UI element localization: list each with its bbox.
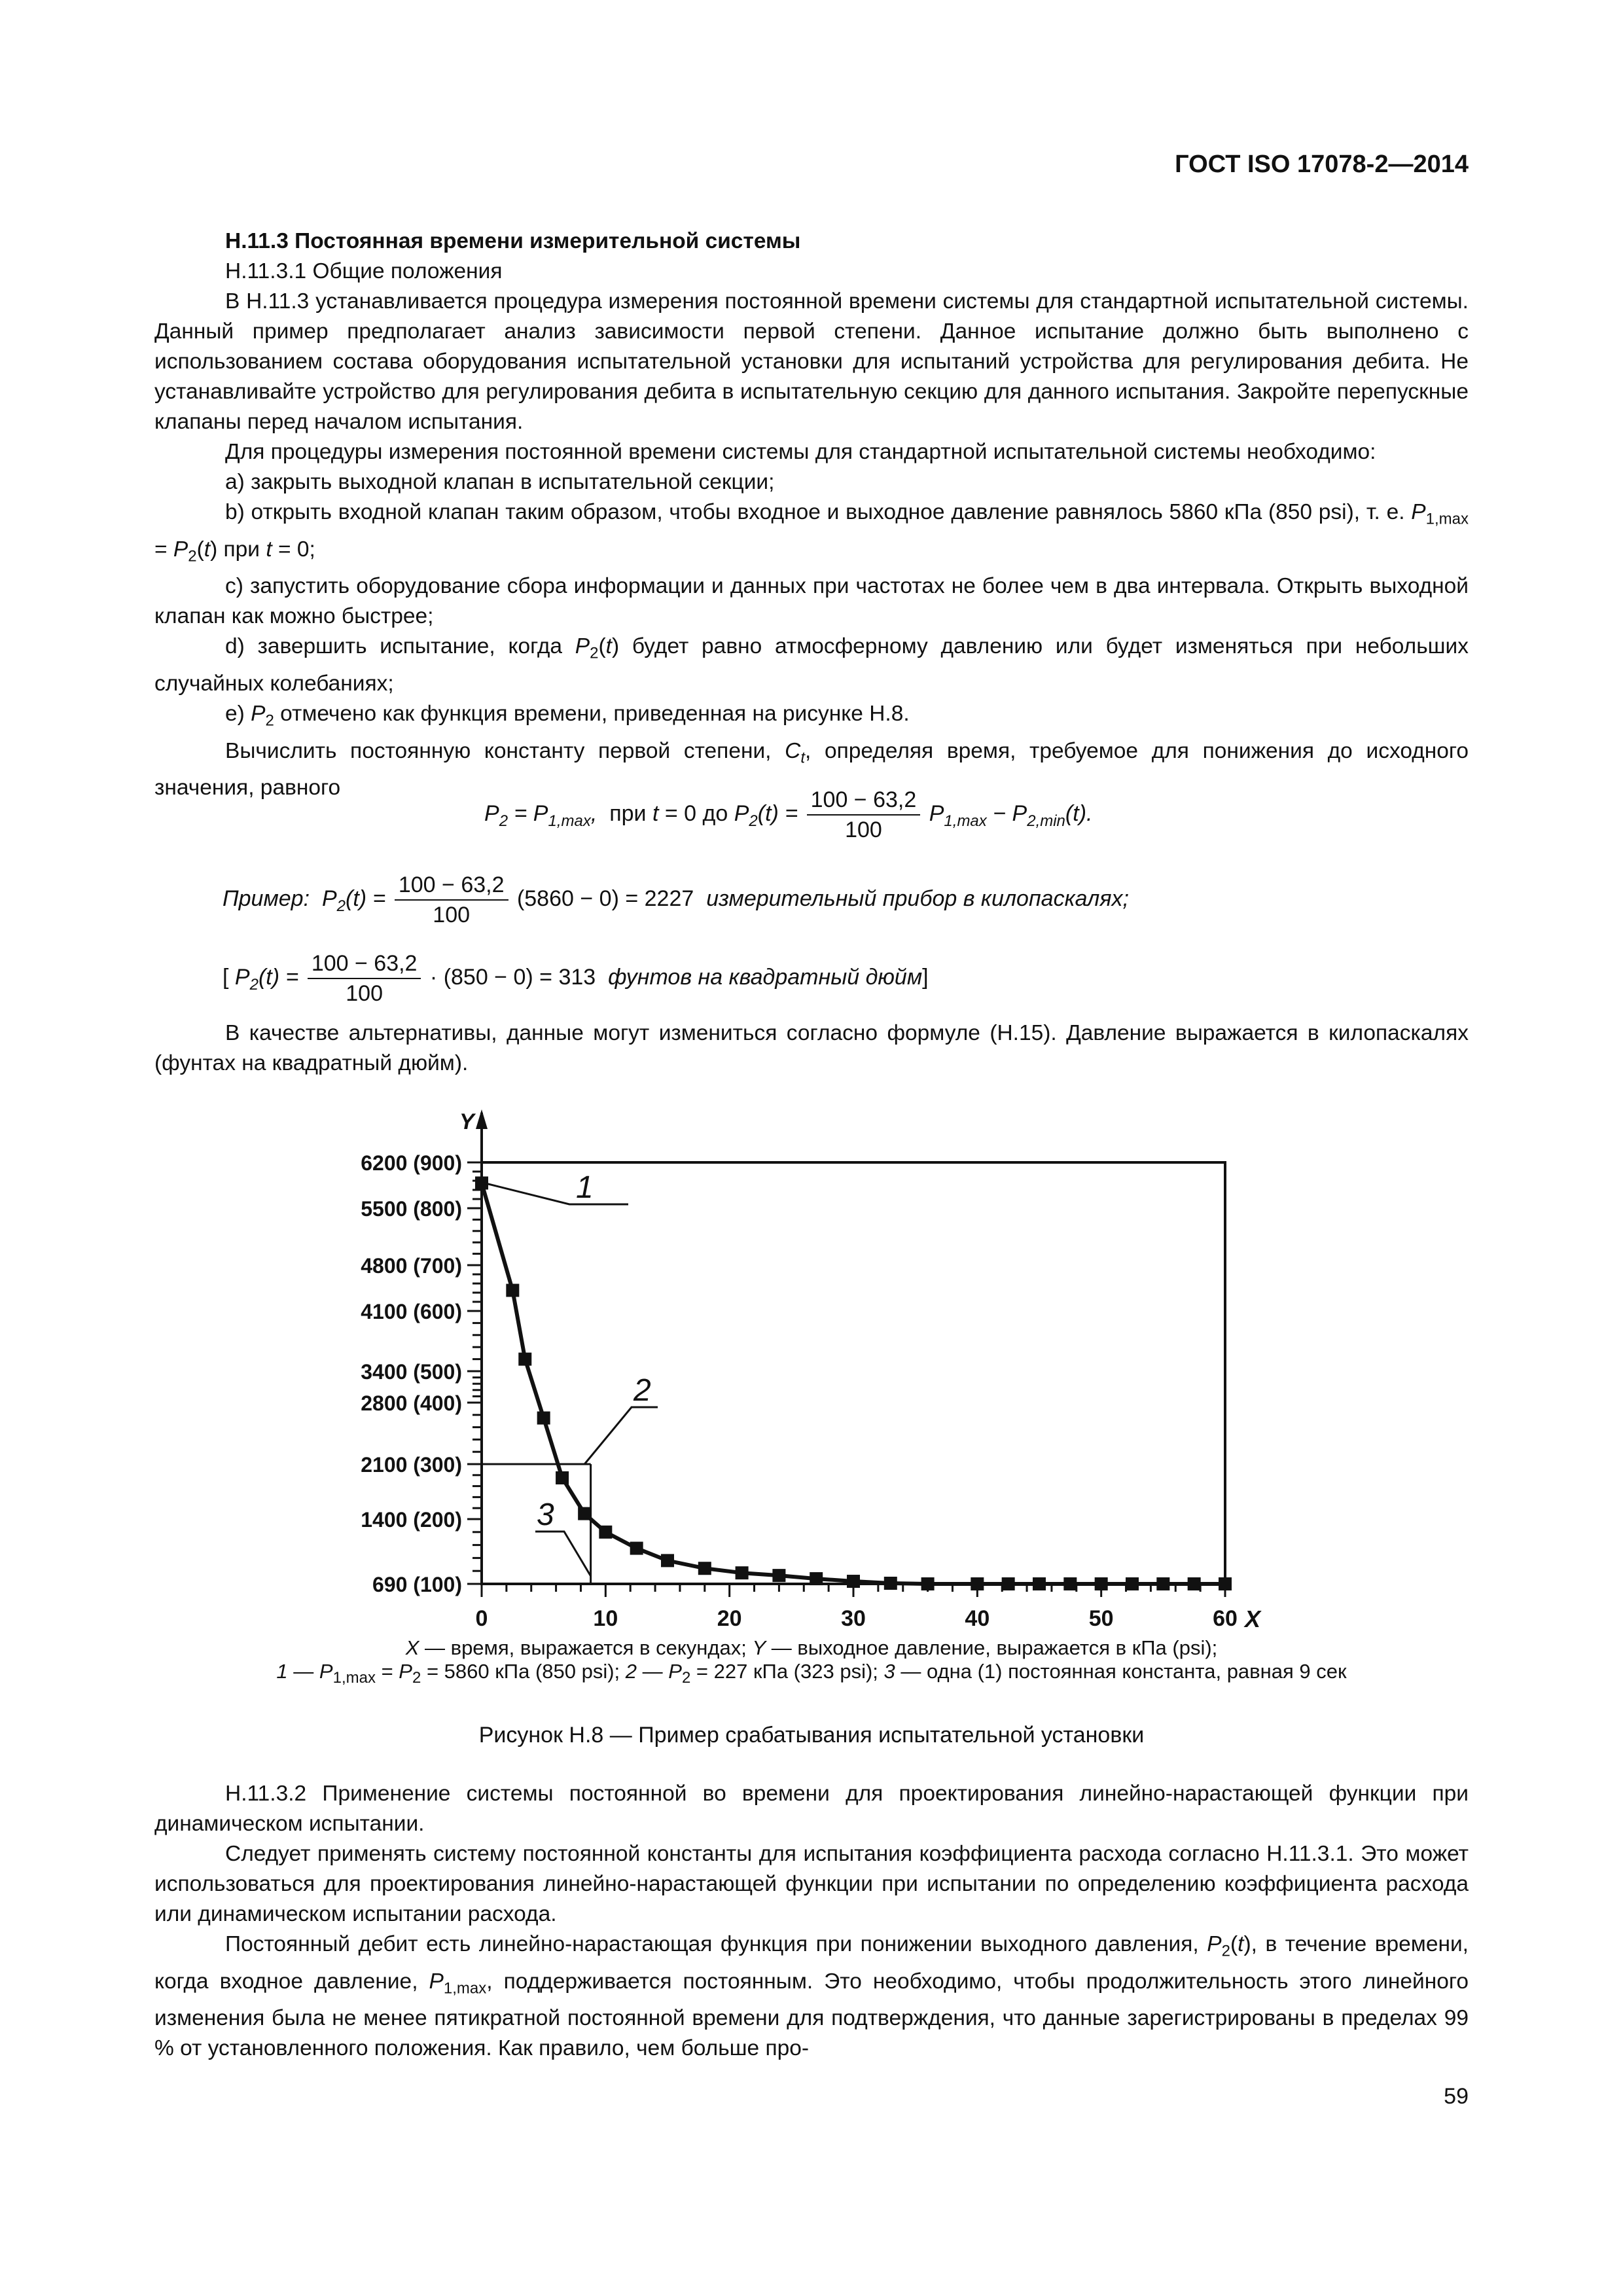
data-point	[810, 1572, 823, 1585]
list-item: d) завершить испытание, когда $P_2(t)$ будет равно атмосферному давлению или будет изменяться при небольших случайных колебаниях;	[154, 634, 1469, 696]
data-point	[971, 1577, 984, 1590]
annotation-label-1: 1	[576, 1170, 594, 1205]
formula-example-2: [ $P_2(t)$ = $\frac{100 - 63,2}{100}$ · (850 − 0) = 313 фунтов на квадратный дюйм]	[223, 949, 929, 1008]
paragraph: Постоянный дебит есть линейно-нарастающая функция при понижении выходного давления, $P_2(t)$, в течение времени, когда входное давление, $P_{1,max}$, поддерживается постоянным. Это необходимо, чтобы продолжительность этого линейного изменения была не менее пятикратной постоянной времени для подтверждения, что данные зарегистрированы в пределах 99 % от установленного положения. Как правило, чем больше про-	[154, 1932, 1469, 2061]
section-title: Н.11.3 Постоянная времени измерительной системы	[225, 229, 801, 253]
formula-main: $P_2 = P_{1,max}$, при t = 0 до $P_2(t)$ = $\frac{100 - 63,2}{100}$ $P_{1,max} - P_{2,min}(t)$.	[484, 785, 1092, 844]
formula-example-1: Пример: $P_2(t)$ = $\frac{100 - 63,2}{100}$ (5860 − 0) = 2227 измерительный прибор в килопаскалях;	[223, 870, 1129, 929]
list-item: a) закрыть выходной клапан в испытательной секции;	[225, 470, 775, 494]
legend-line-1: X — время, выражается в секундах; Y — выходное давление, выражается в кПа (psi);	[405, 1636, 1218, 1659]
data-point	[1033, 1577, 1046, 1590]
x-tick-label: 40	[965, 1606, 990, 1631]
annotation-leader-2	[584, 1407, 658, 1464]
list-item: c) запустить оборудование сбора информации и данных при частотах не более чем в два интервала. Открыть выходной клапан как можно быстрее;	[154, 574, 1469, 629]
y-tick-label: 1400 (200)	[361, 1508, 462, 1532]
data-point	[506, 1284, 519, 1297]
annotation-leader-1	[484, 1183, 628, 1205]
x-tick-label: 60	[1213, 1606, 1238, 1631]
paragraph: Следует применять систему постоянной константы для испытания коэффициента расхода согласно Н.11.3.1. Это может использоваться для проектирования линейно-нарастающей функции при испытании по определению коэффициента расхода или динамическом испытании расхода.	[154, 1842, 1469, 1926]
series-line	[482, 1183, 1225, 1585]
data-point	[1126, 1577, 1139, 1590]
subsection-heading: Н.11.3.1 Общие положения	[225, 259, 503, 283]
y-tick-label: 2100 (300)	[361, 1453, 462, 1477]
paragraph: В качестве альтернативы, данные могут измениться согласно формуле (Н.15). Давление выражается в килопаскалях (фунтах на квадратный дюйм).	[154, 1021, 1469, 1075]
data-point	[1095, 1577, 1108, 1590]
y-tick-label: 2800 (400)	[361, 1391, 462, 1415]
figure-legend	[154, 1636, 1469, 1687]
data-point	[884, 1577, 897, 1590]
annotation-label-3: 3	[537, 1498, 554, 1532]
y-tick-label: 4800 (700)	[361, 1254, 462, 1278]
x-tick-label: 20	[717, 1606, 742, 1631]
paragraph: В Н.11.3 устанавливается процедура измерения постоянной времени системы для стандартной испытательной системы. Данный пример предполагает анализ зависимости первой степени. Данное испытание должно быть выполнено с использованием состава оборудования испытательной установки для испытаний устройства для регулирования дебита. Не устанавливайте устройство для регулирования дебита в испытательную секцию для данного испытания. Закройте перепускные клапаны перед началом испытания.	[154, 289, 1469, 434]
data-point	[698, 1562, 711, 1575]
data-point	[1002, 1577, 1015, 1590]
y-tick-label: 3400 (500)	[361, 1360, 462, 1384]
data-point	[556, 1471, 569, 1484]
data-point	[1063, 1577, 1077, 1590]
data-point	[537, 1412, 550, 1425]
data-point	[1188, 1577, 1201, 1590]
annotation-leader-3	[535, 1532, 591, 1576]
page-number: 59	[1444, 2084, 1469, 2109]
paragraph: Для процедуры измерения постоянной времени системы для стандартной испытательной системы необходимо:	[225, 440, 1376, 464]
y-tick-label: 4100 (600)	[361, 1300, 462, 1323]
subsection-heading: Н.11.3.2 Применение системы постоянной во времени для проектирования линейно-нарастающей функции при динамическом испытании.	[154, 1782, 1469, 1836]
x-axis-label: X	[1245, 1605, 1261, 1632]
data-point	[1219, 1577, 1232, 1590]
annotation-label-2: 2	[633, 1373, 651, 1408]
list-item: b) открыть входной клапан таким образом, чтобы входное и выходное давление равнялось 5860 кПа (850 psi), т. е. $P_{1,max} = P_2(t)$ при t = 0;	[154, 500, 1469, 565]
y-axis-label: Y	[459, 1109, 474, 1134]
x-tick-label: 50	[1088, 1606, 1114, 1631]
figure-caption: Рисунок Н.8 — Пример срабатывания испытательной установки	[478, 1723, 1145, 1748]
y-tick-label: 690 (100)	[372, 1573, 462, 1596]
y-tick-label: 5500 (800)	[361, 1197, 462, 1221]
data-point	[736, 1566, 749, 1579]
data-point	[772, 1569, 785, 1582]
x-tick-label: 30	[841, 1606, 866, 1631]
x-tick-label: 10	[593, 1606, 618, 1631]
data-point	[1156, 1577, 1169, 1590]
legend-line-2: 1 — $P_{1,max} = P_2 = 5860$ кПа (850 psi); 2 — $P_2 = 227$ кПа (323 psi); 3 — одна (1) постоянная константа, равная 9 сек	[276, 1660, 1347, 1687]
data-point	[518, 1353, 531, 1366]
data-point	[661, 1554, 674, 1567]
y-tick-label: 6200 (900)	[361, 1151, 462, 1175]
data-point	[630, 1542, 643, 1555]
data-point	[599, 1526, 612, 1539]
data-point	[847, 1575, 860, 1588]
data-point	[921, 1577, 935, 1590]
list-item: e) $P_2$ отмечено как функция времени, приведенная на рисунке Н.8.	[225, 702, 910, 730]
y-axis-arrowhead	[476, 1109, 488, 1129]
document-header: ГОСТ ISO 17078-2—2014	[1175, 151, 1469, 178]
data-point	[578, 1507, 591, 1520]
paragraph: Вычислить постоянную константу первой степени, $C_t$, определяя время, требуемое для понижения до исходного значения, равного	[154, 738, 1469, 800]
x-tick-label: 0	[475, 1606, 488, 1631]
text-block-lower	[154, 1779, 1469, 2064]
